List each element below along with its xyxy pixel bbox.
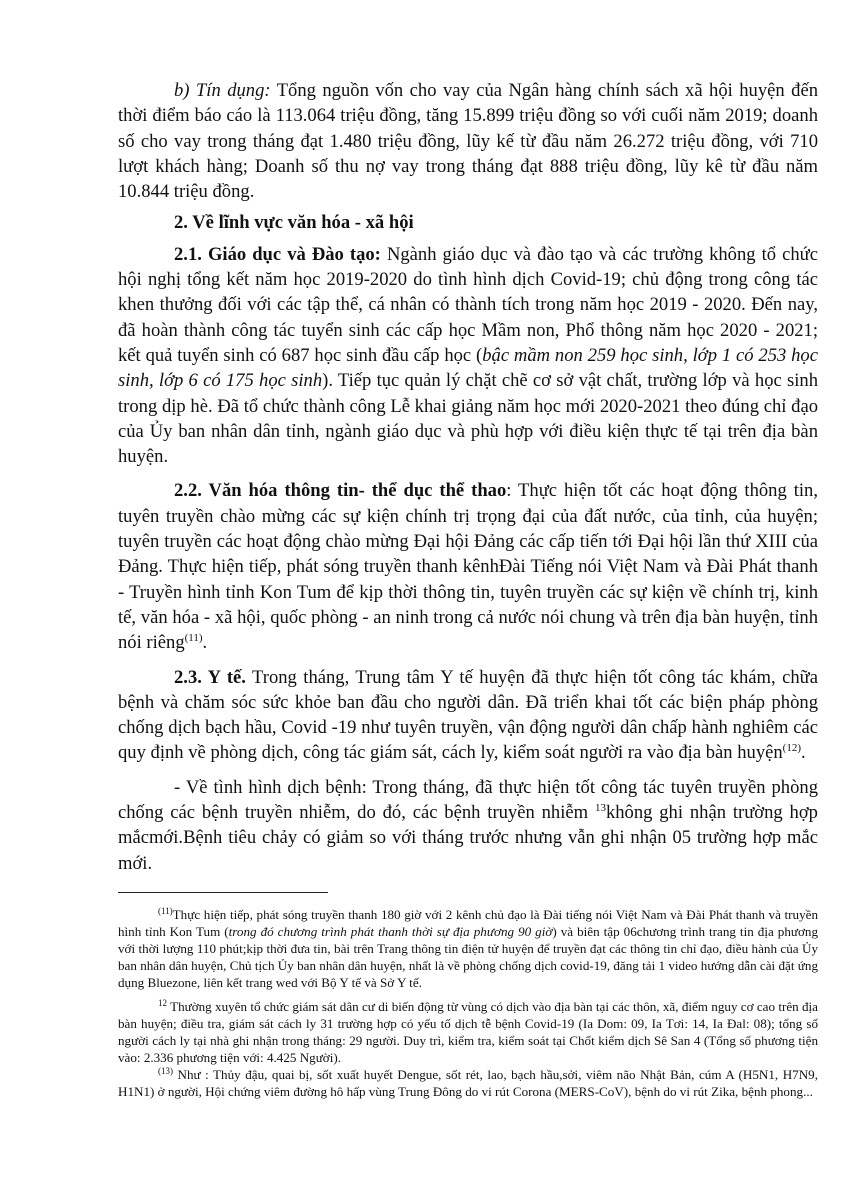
education-paragraph bbox=[118, 242, 818, 470]
footnote-mark-11: (11) bbox=[158, 906, 173, 916]
culture-paragraph bbox=[118, 478, 818, 655]
credit-heading: b) Tín dụng: bbox=[174, 80, 271, 101]
main-body bbox=[118, 78, 818, 876]
culture-end: . bbox=[202, 632, 208, 654]
health-heading: 2.3. Y tế. bbox=[174, 666, 246, 688]
footnote-ref-11[interactable]: (11) bbox=[184, 632, 203, 645]
health-end: . bbox=[801, 742, 806, 764]
footnote-13 bbox=[118, 1066, 818, 1100]
footnote-mark-12: 12 bbox=[158, 998, 167, 1008]
disease-text-b: không ghi nhận trường hợp mắcmới.Bệnh tiêu chảy có giảm so với tháng trước nhưng vẫn ghi nhận 05 trường hợp mắc mới. bbox=[118, 802, 818, 874]
footnote-11-italic: trong đó chương trình phát thanh thời sự địa phương 90 giờ bbox=[228, 924, 553, 939]
section-heading bbox=[118, 210, 818, 235]
credit-paragraph bbox=[118, 78, 818, 204]
disease-text-a: - Về tình hình dịch bệnh: Trong tháng, đã thực hiện tốt công tác tuyên truyền phòng chống các bệnh truyền nhiễm, do đó, các bệnh truyền nhiễm bbox=[118, 776, 818, 824]
footnote-13-text: Như : Thủy đậu, quai bị, sốt xuất huyết Dengue, sốt rét, lao, bạch hầu,sởi, viêm não Nhật Bản, cúm A (H5N1, H7N9, H1N1) ở người, Hội chứng viêm đường hô hấp vùng Trung Đông do vi rút Corona (MERS-CoV), bệnh do vi rút Zika, bệnh phong... bbox=[118, 1067, 818, 1099]
footnote-12 bbox=[118, 998, 818, 1066]
footnote-mark-13: (13) bbox=[158, 1066, 173, 1076]
culture-text: : Thực hiện tốt các hoạt động thông tin, tuyên truyền chào mừng các sự kiện chính trị trọng đại của đất nước, của tỉnh, của huyện; tuyên truyền các hoạt động chào mừng Đại hội Đảng các cấp tiến tới Đại hội lần thứ XIII của Đảng. Thực hiện tiếp, phát sóng truyền thanh kênhĐài Tiếng nói Việt Nam và Đài Phát thanh - Truyền hình tỉnh Kon Tum để kịp thời thông tin, tuyên truyền các sự kiện về chính trị, kinh tế, văn hóa - xã hội, quốc phòng - an ninh trong cả nước nói chung và trên địa bàn huyện, tỉnh nói riêng bbox=[118, 480, 818, 654]
education-text-a: Ngành giáo dục và đào tạo và các trường không tổ chức hội nghị tổng kết năm học 2019-2020 do tình hình dịch Covid-19; chủ động trong công tác khen thưởng đối với các tập thể, cá nhân có thành tích trong năm học 2019 - 2020. Đến nay, đã hoàn thành công tác tuyển sinh các cấp học Mầm non, Phổ thông năm học 2020 - 2021; kết quả tuyển sinh có 687 học sinh đầu cấp học ( bbox=[118, 243, 818, 366]
culture-heading: 2.2. Văn hóa thông tin- thể dục thể thao bbox=[174, 480, 507, 502]
credit-text: Tổng nguồn vốn cho vay của Ngân hàng chính sách xã hội huyện đến thời điểm báo cáo là 113.064 triệu đồng, tăng 15.899 triệu đồng so với cuối năm 2019; doanh số cho vay trong tháng đạt 1.480 triệu đồng, lũy kế từ đầu năm 26.272 triệu đồng, với 710 lượt khách hàng; Doanh số thu nợ vay trong tháng đạt 888 triệu đồng, lũy kê từ đầu năm 10.844 triệu đồng. bbox=[118, 80, 818, 203]
footnote-ref-12[interactable]: (12) bbox=[782, 742, 801, 755]
footnote-divider bbox=[118, 892, 328, 893]
education-italic: bậc mầm non 259 học sinh, lớp 1 có 253 học sinh, lớp 6 có 175 học sinh bbox=[118, 344, 818, 392]
footnote-11-text-a: Thực hiện tiếp, phát sóng truyền thanh 180 giờ với 2 kênh chủ đạo là Đài tiếng nói Việt Nam và Đài Phát thanh và truyền hình tỉnh Kon Tum ( bbox=[118, 907, 818, 939]
education-text-b: ). Tiếp tục quản lý chặt chẽ cơ sở vật chất, trường lớp và học sinh trong dịp hè. Đã tổ chức thành công Lễ khai giảng năm học mới 2020-2021 theo đúng chỉ đạo của Ủy ban nhân dân tỉnh, ngành giáo dục và phù hợp với điều kiện thực tế tại trên địa bàn huyện. bbox=[118, 370, 818, 468]
section2-heading: 2. Về lĩnh vực văn hóa - xã hội bbox=[174, 212, 414, 234]
disease-paragraph bbox=[118, 775, 818, 876]
footnote-11 bbox=[118, 906, 818, 991]
health-paragraph bbox=[118, 665, 818, 766]
education-heading: 2.1. Giáo dục và Đào tạo: bbox=[174, 243, 381, 265]
footnotes bbox=[118, 906, 818, 1100]
health-text: Trong tháng, Trung tâm Y tế huyện đã thực hiện tốt công tác khám, chữa bệnh và chăm sóc sức khỏe ban đầu cho người dân. Đã triển khai tốt các biện pháp phòng chống dịch bạch hầu, Covid -19 như tuyên truyền, vận động người dân chấp hành nghiêm các quy định về phòng dịch, công tác giám sát, cách ly, kiểm soát người ra vào địa bàn huyện bbox=[118, 666, 818, 764]
footnote-11-text-b: ) và biên tập 06chương trình trang tin địa phương với thời lượng 110 phút;kịp thời đưa tin, bài trên Trang thông tin điện tử huyện để truyền đạt các thông tin chỉ đạo, điều hành của Ủy ban nhân dân huyện, Chủ tịch Ủy ban nhân dân huyện, nhất là về phòng chống dịch covid-19, đăng tải 1 video hướng dẫn cài đặt ứng dụng Bluezone, liên kết trang wed với Bộ Y tế và Sở Y tế. bbox=[118, 924, 818, 990]
footnote-12-text: Thường xuyên tổ chức giám sát dân cư di biến động từ vùng có dịch vào địa bàn tại các thôn, xã, điểm nguy cơ cao trên địa bàn huyện; điều tra, giám sát cách ly 31 trường hợp có yếu tố dịch tễ bệnh Covid-19 (Ia Dom: 09, Ia Tơi: 14, Ia Đal: 08); tổng số người cách ly tại nhà ghi nhận trong tháng: 29 người. Duy trì, kiểm tra, kiểm soát tại Chốt kiểm dịch Sê San 4 (Tổng số phương tiện vào: 2.336 phương tiện với: 4.425 Người). bbox=[118, 999, 818, 1065]
footnote-ref-13[interactable]: 13 bbox=[594, 802, 606, 815]
